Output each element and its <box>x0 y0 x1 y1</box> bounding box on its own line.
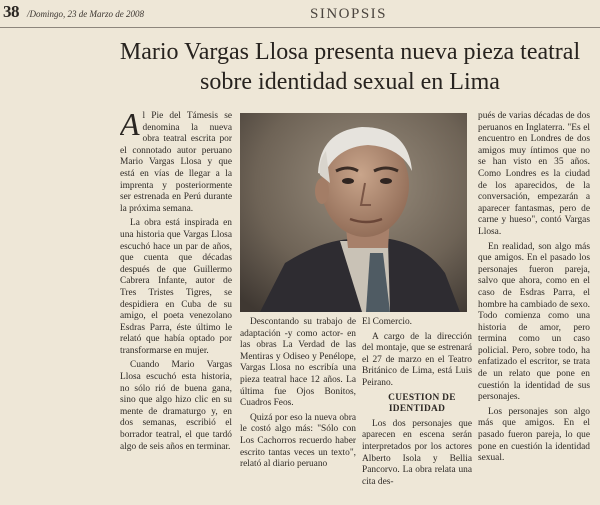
page-number: 38 <box>3 2 19 21</box>
article-column-3 <box>362 317 472 505</box>
portrait-photo <box>240 113 467 312</box>
paragraph <box>120 111 232 215</box>
issue-date: /Domingo, 23 de Marzo de 2008 <box>27 9 144 19</box>
article-column-4 <box>478 111 590 505</box>
paragraph: pués de varias décadas de dos peruanos en Inglaterra. "Es el encuentro en Londres de dos amigos muy íntimos que no se han visto en 35 años. Como Londres es la ciudad de los aparecidos, de la conversación, empezarán a aparecer fantasmas, pero de carne y hueso", contó Vargas Llosa. <box>478 111 590 237</box>
portrait-illustration <box>240 113 467 312</box>
article-column-1 <box>120 111 232 505</box>
section-name: SINOPSIS <box>310 6 388 22</box>
paragraph: A cargo de la dirección del montaje, que se estrenará el 27 de marzo en el Teatro Británico de Lima, está Luis Peirano. <box>362 331 472 388</box>
paragraph: Descontando su trabajo de adaptación -y como actor- en las obras La Verdad de las Mentiras y Odiseo y Penélope, Vargas Llosa no escribía una pieza teatral hace 12 años. La última fue Ojos Bonitos, Cuadros Feos. <box>240 317 356 409</box>
header-rule <box>0 27 600 28</box>
article-headline: Mario Vargas Llosa presenta nueva pieza teatral sobre identidad sexual en Lima <box>119 39 581 95</box>
drop-cap: A <box>120 111 140 142</box>
paragraph: La obra está inspirada en una historia que Vargas Llosa escuchó hace un par de años, que cuenta que décadas después de que Guillermo Cabrera Infante, autor de Tres Tristes Tigres, se despidiera en Cuba de su amigo, el poeta venezolano Esdras Parra, éste último le relató que había optado por transformarse en mujer. <box>120 218 232 356</box>
paragraph: Los dos personajes que aparecen en escena serán interpretados por los actores Alberto Isola y Bellia Pancorvo. La obra relata una cita des- <box>362 418 472 487</box>
paragraph: Quizá por eso la nueva obra le costó algo más: "Sólo con Los Cachorros recuerdo haber escrito tantas veces un texto", relató al diario peruano <box>240 412 356 470</box>
article-column-2 <box>240 317 356 505</box>
section-subhead: CUESTION DE IDENTIDAD <box>388 392 456 415</box>
page-header <box>0 0 600 30</box>
paragraph: El Comercio. <box>362 317 412 327</box>
paragraph-text: l Pie del Támesis se denomina la nueva obra teatral escrita por el connotado autor peruano Mario Vargas Llosa y que está en vías de llegar a la imprenta y posteriormente ser estrenada en Perú durante la próxima semana. <box>120 111 232 214</box>
paragraph: En realidad, son algo más que amigos. En el pasado los personajes fueron pareja, salvo que ahora, como en el caso de Esdras Parra, el hombre ha cambiado de sexo. Todo comienza como una historia de amor, pero termina como un caso policial. Pero, sobre todo, ha enfatizado el escritor, se trata de un relato que pone en cuestión la identidad de sus personajes. <box>478 241 590 403</box>
paragraph: Cuando Mario Vargas Llosa escuchó esta historia, no sólo rió de buena gana, sino que algo hizo clic en su mente de dramaturgo y, en dos semanas, escribió el borrador teatral, el que tardó algo de seis años en terminar. <box>120 360 232 452</box>
paragraph: Los personajes son algo más que amigos. En el pasado fueron pareja, lo que pone en cuestión la identidad sexual. <box>478 406 590 464</box>
